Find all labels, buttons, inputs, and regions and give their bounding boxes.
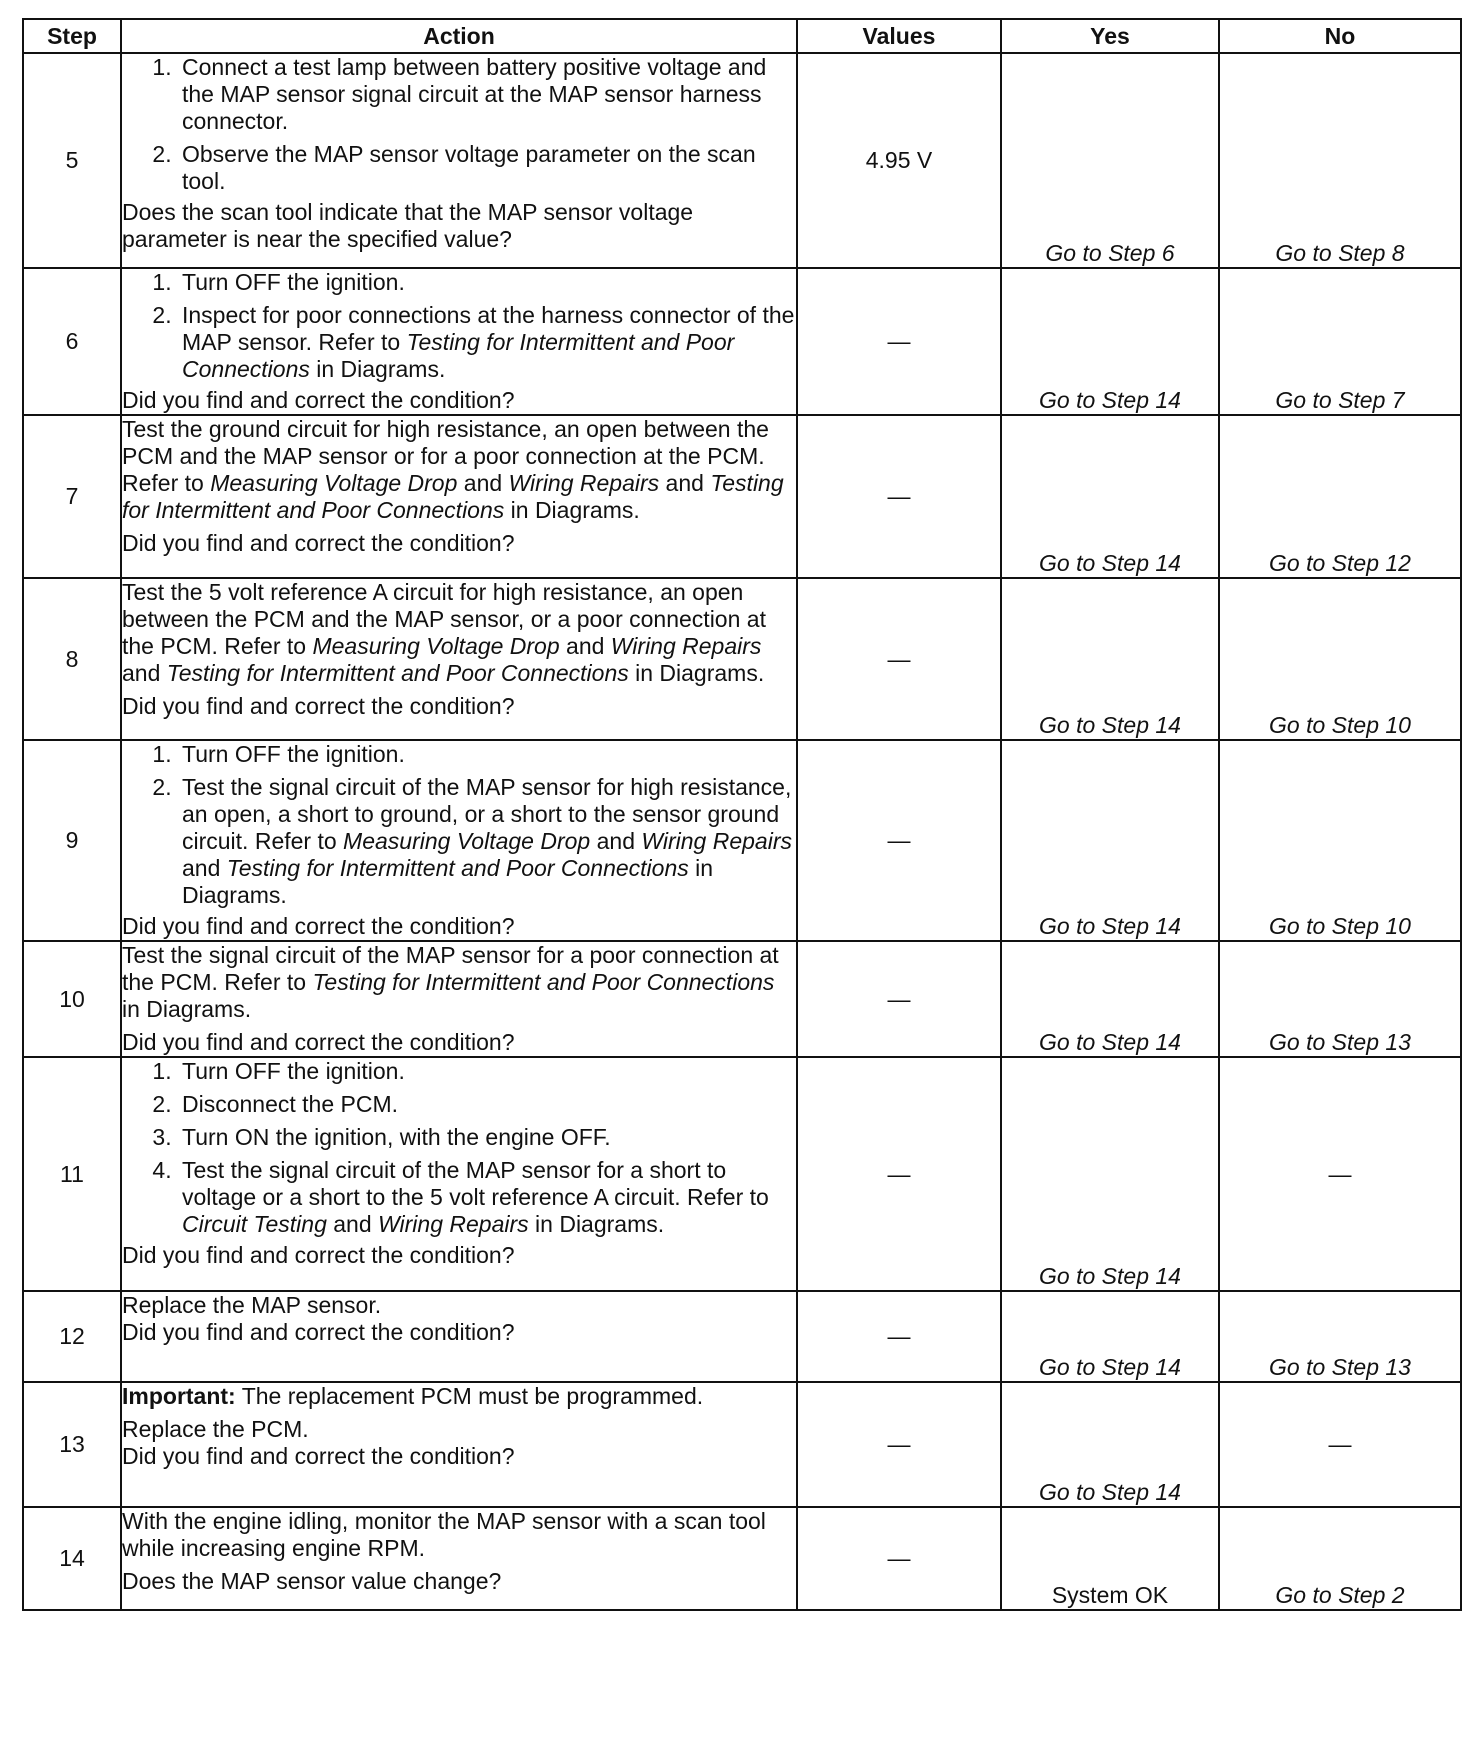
no-cell: Go to Step 10 xyxy=(1219,578,1461,740)
yes-cell: Go to Step 14 xyxy=(1001,578,1219,740)
table-row xyxy=(23,740,1461,941)
yes-cell: Go to Step 14 xyxy=(1001,1291,1219,1382)
action-cell xyxy=(121,1291,797,1382)
action-text: Test the ground circuit for high resistance, an open between the PCM and the MAP sensor or for a poor connection at the PCM. Refer to Measuring Voltage Drop and Wiring Repairs and Testing for Intermittent and Poor Connections in Diagrams. xyxy=(122,416,784,523)
no-cell: Go to Step 12 xyxy=(1219,415,1461,578)
action-list-item: 2. Disconnect the PCM. xyxy=(178,1091,796,1118)
step-number: 10 xyxy=(23,941,121,1057)
table-row xyxy=(23,53,1461,268)
step-number: 6 xyxy=(23,268,121,415)
diagnostic-table xyxy=(22,18,1462,1611)
yes-cell: Go to Step 14 xyxy=(1001,415,1219,578)
step-number: 14 xyxy=(23,1507,121,1610)
action-question: Did you find and correct the condition? xyxy=(122,387,515,413)
action-list-item: 2. Test the signal circuit of the MAP sensor for high resistance, an open, a short to ground, or a short to the sensor ground circuit. Refer to Measuring Voltage Drop and Wiring Repairs and Testing for Intermittent and Poor Connections in Diagrams. xyxy=(178,774,796,909)
value-cell: — xyxy=(797,415,1001,578)
diagnostic-table-page xyxy=(22,18,1460,1611)
yes-cell: Go to Step 14 xyxy=(1001,1057,1219,1291)
no-cell: Go to Step 13 xyxy=(1219,941,1461,1057)
yes-cell: Go to Step 6 xyxy=(1001,53,1219,268)
action-text: Replace the MAP sensor. xyxy=(122,1292,382,1318)
action-text: With the engine idling, monitor the MAP sensor with a scan tool while increasing engine RPM. xyxy=(122,1508,766,1561)
header-action: Action xyxy=(121,19,797,53)
value-cell: — xyxy=(797,740,1001,941)
action-list-item: 4. Test the signal circuit of the MAP sensor for a short to voltage or a short to the 5 volt reference A circuit. Refer to Circuit Testing and Wiring Repairs in Diagrams. xyxy=(178,1157,796,1238)
action-question: Did you find and correct the condition? xyxy=(122,1443,515,1469)
table-row xyxy=(23,415,1461,578)
table-row xyxy=(23,268,1461,415)
yes-cell: Go to Step 14 xyxy=(1001,268,1219,415)
step-number: 11 xyxy=(23,1057,121,1291)
no-cell: Go to Step 13 xyxy=(1219,1291,1461,1382)
value-cell: — xyxy=(797,578,1001,740)
value-cell: — xyxy=(797,1291,1001,1382)
header-row xyxy=(23,19,1461,53)
action-list-item: 2. Inspect for poor connections at the harness connector of the MAP sensor. Refer to Testing for Intermittent and Poor Connections in Diagrams. xyxy=(178,302,796,383)
action-cell xyxy=(121,740,797,941)
yes-cell: System OK xyxy=(1001,1507,1219,1610)
header-no: No xyxy=(1219,19,1461,53)
action-question: Does the MAP sensor value change? xyxy=(122,1568,502,1594)
step-number: 5 xyxy=(23,53,121,268)
header-yes: Yes xyxy=(1001,19,1219,53)
step-number: 12 xyxy=(23,1291,121,1382)
no-cell: — xyxy=(1219,1057,1461,1291)
action-question: Did you find and correct the condition? xyxy=(122,1029,515,1055)
step-number: 13 xyxy=(23,1382,121,1507)
no-cell: Go to Step 7 xyxy=(1219,268,1461,415)
action-cell xyxy=(121,268,797,415)
action-cell xyxy=(121,53,797,268)
step-number: 7 xyxy=(23,415,121,578)
action-text: Test the signal circuit of the MAP sensor for a poor connection at the PCM. Refer to Testing for Intermittent and Poor Connections in Diagrams. xyxy=(122,942,779,1022)
action-text: Test the 5 volt reference A circuit for high resistance, an open between the PCM and the MAP sensor, or a poor connection at the PCM. Refer to Measuring Voltage Drop and Wiring Repairs and Testing for Intermittent and Poor Connections in Diagrams. xyxy=(122,579,766,686)
table-row xyxy=(23,578,1461,740)
table-row xyxy=(23,1057,1461,1291)
action-question: Did you find and correct the condition? xyxy=(122,913,515,939)
value-cell: — xyxy=(797,941,1001,1057)
action-list-item: 3. Turn ON the ignition, with the engine OFF. xyxy=(178,1124,796,1151)
header-step: Step xyxy=(23,19,121,53)
action-cell xyxy=(121,1382,797,1507)
action-cell xyxy=(121,415,797,578)
yes-cell: Go to Step 14 xyxy=(1001,740,1219,941)
action-list-item: 1. Connect a test lamp between battery positive voltage and the MAP sensor signal circuit at the MAP sensor harness connector. xyxy=(178,54,796,135)
action-list-item: 1. Turn OFF the ignition. xyxy=(178,269,796,296)
step-number: 8 xyxy=(23,578,121,740)
action-cell xyxy=(121,1057,797,1291)
action-question: Did you find and correct the condition? xyxy=(122,530,515,556)
no-cell: Go to Step 10 xyxy=(1219,740,1461,941)
no-cell: Go to Step 8 xyxy=(1219,53,1461,268)
no-cell: Go to Step 2 xyxy=(1219,1507,1461,1610)
no-cell: — xyxy=(1219,1382,1461,1507)
table-row xyxy=(23,1291,1461,1382)
action-question: Does the scan tool indicate that the MAP sensor voltage parameter is near the specified value? xyxy=(122,199,694,252)
yes-cell: Go to Step 14 xyxy=(1001,941,1219,1057)
action-question: Did you find and correct the condition? xyxy=(122,693,515,719)
value-cell: 4.95 V xyxy=(797,53,1001,268)
value-cell: — xyxy=(797,1507,1001,1610)
action-cell xyxy=(121,1507,797,1610)
important-note: Important: The replacement PCM must be programmed. xyxy=(122,1383,704,1409)
table-row xyxy=(23,1382,1461,1507)
action-question: Did you find and correct the condition? xyxy=(122,1319,515,1345)
action-cell xyxy=(121,578,797,740)
action-list-item: 1. Turn OFF the ignition. xyxy=(178,741,796,768)
yes-cell: Go to Step 14 xyxy=(1001,1382,1219,1507)
action-question: Did you find and correct the condition? xyxy=(122,1242,515,1268)
action-list-item: 1. Turn OFF the ignition. xyxy=(178,1058,796,1085)
step-number: 9 xyxy=(23,740,121,941)
action-list-item: 2. Observe the MAP sensor voltage parameter on the scan tool. xyxy=(178,141,796,195)
table-row xyxy=(23,1507,1461,1610)
value-cell: — xyxy=(797,1057,1001,1291)
value-cell: — xyxy=(797,268,1001,415)
action-text: Replace the PCM. xyxy=(122,1416,309,1442)
table-row xyxy=(23,941,1461,1057)
value-cell: — xyxy=(797,1382,1001,1507)
header-values: Values xyxy=(797,19,1001,53)
action-cell xyxy=(121,941,797,1057)
